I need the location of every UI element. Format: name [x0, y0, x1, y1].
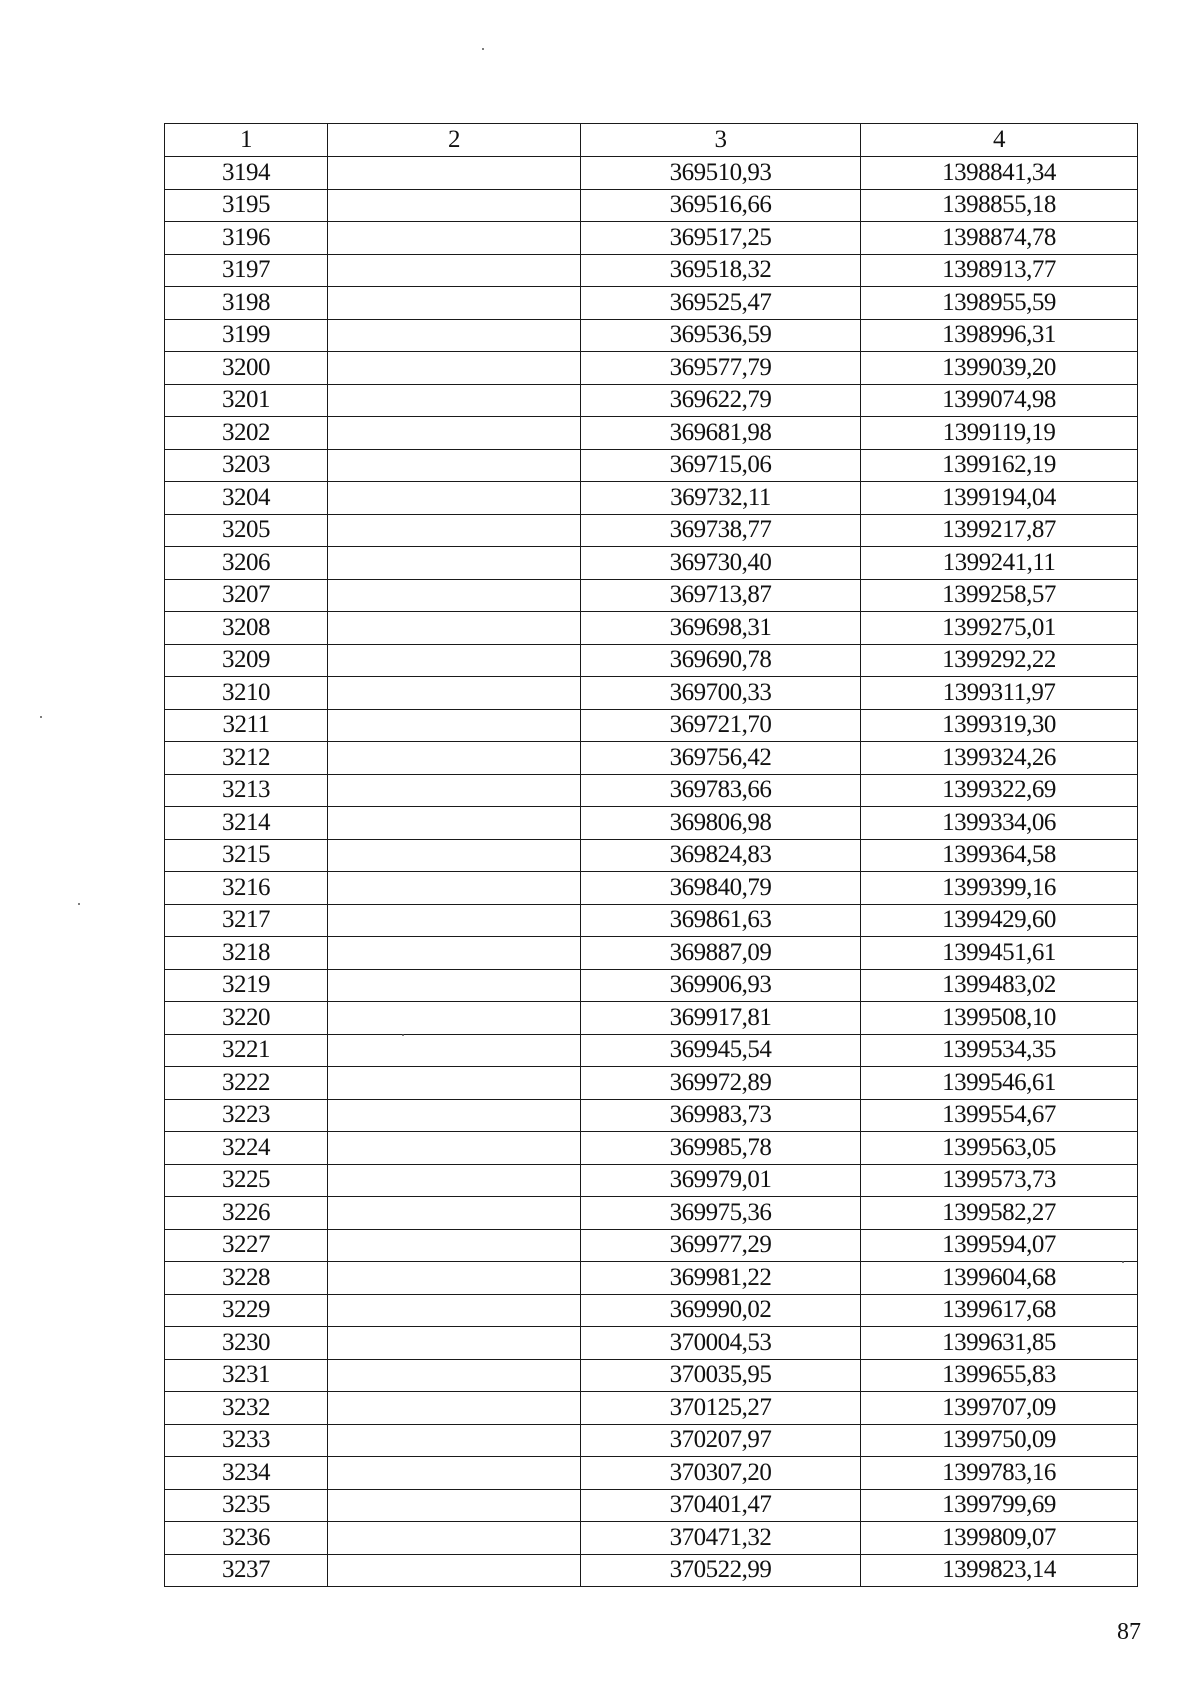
cell-point-number: 3213	[165, 774, 328, 807]
cell-col-2	[328, 417, 581, 450]
table-row	[165, 677, 1138, 710]
table-row	[165, 1294, 1138, 1327]
cell-col-2	[328, 677, 581, 710]
cell-x-coordinate: 369690,78	[581, 644, 861, 677]
cell-y-coordinate: 1399258,57	[861, 579, 1138, 612]
table-row	[165, 384, 1138, 417]
cell-col-2	[328, 352, 581, 385]
cell-y-coordinate: 1398996,31	[861, 319, 1138, 352]
cell-col-2	[328, 514, 581, 547]
table-row	[165, 1229, 1138, 1262]
cell-y-coordinate: 1399604,68	[861, 1262, 1138, 1295]
cell-col-2	[328, 222, 581, 255]
cell-y-coordinate: 1399750,09	[861, 1424, 1138, 1457]
cell-y-coordinate: 1399162,19	[861, 449, 1138, 482]
cell-point-number: 3214	[165, 807, 328, 840]
cell-col-2	[328, 1002, 581, 1035]
table-row	[165, 1424, 1138, 1457]
cell-col-2	[328, 1294, 581, 1327]
cell-y-coordinate: 1399594,07	[861, 1229, 1138, 1262]
cell-x-coordinate: 369700,33	[581, 677, 861, 710]
cell-col-2	[328, 579, 581, 612]
cell-x-coordinate: 369972,89	[581, 1067, 861, 1100]
cell-y-coordinate: 1399546,61	[861, 1067, 1138, 1100]
cell-y-coordinate: 1399554,67	[861, 1099, 1138, 1132]
cell-point-number: 3206	[165, 547, 328, 580]
cell-point-number: 3216	[165, 872, 328, 905]
cell-y-coordinate: 1399292,22	[861, 644, 1138, 677]
cell-x-coordinate: 369806,98	[581, 807, 861, 840]
cell-point-number: 3236	[165, 1522, 328, 1555]
cell-col-2	[328, 807, 581, 840]
cell-col-2	[328, 1164, 581, 1197]
cell-y-coordinate: 1399573,73	[861, 1164, 1138, 1197]
table-row	[165, 904, 1138, 937]
cell-col-2	[328, 644, 581, 677]
cell-point-number: 3230	[165, 1327, 328, 1360]
table-row	[165, 774, 1138, 807]
table-row	[165, 1099, 1138, 1132]
column-header-3: 3	[581, 124, 861, 157]
cell-x-coordinate: 370125,27	[581, 1392, 861, 1425]
cell-col-2	[328, 1489, 581, 1522]
cell-col-2	[328, 904, 581, 937]
column-header-1: 1	[165, 124, 328, 157]
table-row	[165, 1034, 1138, 1067]
cell-col-2	[328, 1359, 581, 1392]
cell-col-2	[328, 1262, 581, 1295]
table-row	[165, 709, 1138, 742]
cell-x-coordinate: 369622,79	[581, 384, 861, 417]
cell-x-coordinate: 369713,87	[581, 579, 861, 612]
cell-y-coordinate: 1399241,11	[861, 547, 1138, 580]
cell-y-coordinate: 1399319,30	[861, 709, 1138, 742]
cell-point-number: 3228	[165, 1262, 328, 1295]
cell-point-number: 3197	[165, 254, 328, 287]
cell-col-2	[328, 1197, 581, 1230]
cell-x-coordinate: 370035,95	[581, 1359, 861, 1392]
cell-y-coordinate: 1399707,09	[861, 1392, 1138, 1425]
table-row	[165, 1132, 1138, 1165]
cell-col-2	[328, 1099, 581, 1132]
cell-col-2	[328, 1132, 581, 1165]
table-row	[165, 1067, 1138, 1100]
cell-y-coordinate: 1399617,68	[861, 1294, 1138, 1327]
cell-point-number: 3229	[165, 1294, 328, 1327]
cell-point-number: 3217	[165, 904, 328, 937]
cell-point-number: 3222	[165, 1067, 328, 1100]
cell-x-coordinate: 369715,06	[581, 449, 861, 482]
cell-point-number: 3235	[165, 1489, 328, 1522]
table-row	[165, 969, 1138, 1002]
cell-point-number: 3204	[165, 482, 328, 515]
cell-col-2	[328, 709, 581, 742]
cell-x-coordinate: 370522,99	[581, 1554, 861, 1587]
cell-point-number: 3211	[165, 709, 328, 742]
cell-col-2	[328, 482, 581, 515]
cell-y-coordinate: 1399451,61	[861, 937, 1138, 970]
cell-y-coordinate: 1399074,98	[861, 384, 1138, 417]
cell-x-coordinate: 369516,66	[581, 189, 861, 222]
page-number: 87	[1117, 1619, 1141, 1645]
cell-x-coordinate: 369861,63	[581, 904, 861, 937]
cell-point-number: 3196	[165, 222, 328, 255]
cell-y-coordinate: 1399364,58	[861, 839, 1138, 872]
table-row	[165, 417, 1138, 450]
table-row	[165, 1522, 1138, 1555]
cell-x-coordinate: 369517,25	[581, 222, 861, 255]
cell-x-coordinate: 369756,42	[581, 742, 861, 775]
table-body	[165, 157, 1138, 1587]
cell-col-2	[328, 969, 581, 1002]
table-row	[165, 612, 1138, 645]
cell-x-coordinate: 369730,40	[581, 547, 861, 580]
table-row	[165, 1327, 1138, 1360]
table-row	[165, 547, 1138, 580]
cell-x-coordinate: 369981,22	[581, 1262, 861, 1295]
cell-point-number: 3223	[165, 1099, 328, 1132]
cell-point-number: 3225	[165, 1164, 328, 1197]
table-row	[165, 644, 1138, 677]
cell-point-number: 3195	[165, 189, 328, 222]
cell-col-2	[328, 384, 581, 417]
cell-point-number: 3208	[165, 612, 328, 645]
cell-point-number: 3215	[165, 839, 328, 872]
cell-x-coordinate: 369840,79	[581, 872, 861, 905]
cell-y-coordinate: 1399119,19	[861, 417, 1138, 450]
table-row	[165, 807, 1138, 840]
cell-point-number: 3220	[165, 1002, 328, 1035]
cell-x-coordinate: 369887,09	[581, 937, 861, 970]
cell-x-coordinate: 369721,70	[581, 709, 861, 742]
cell-point-number: 3200	[165, 352, 328, 385]
cell-col-2	[328, 449, 581, 482]
cell-y-coordinate: 1399322,69	[861, 774, 1138, 807]
cell-x-coordinate: 370207,97	[581, 1424, 861, 1457]
cell-x-coordinate: 369985,78	[581, 1132, 861, 1165]
table-row	[165, 1262, 1138, 1295]
cell-x-coordinate: 369681,98	[581, 417, 861, 450]
cell-x-coordinate: 369977,29	[581, 1229, 861, 1262]
cell-x-coordinate: 369510,93	[581, 157, 861, 190]
cell-point-number: 3194	[165, 157, 328, 190]
cell-x-coordinate: 369945,54	[581, 1034, 861, 1067]
cell-point-number: 3201	[165, 384, 328, 417]
cell-point-number: 3199	[165, 319, 328, 352]
cell-y-coordinate: 1399534,35	[861, 1034, 1138, 1067]
column-header-2: 2	[328, 124, 581, 157]
cell-col-2	[328, 1229, 581, 1262]
cell-point-number: 3218	[165, 937, 328, 970]
cell-point-number: 3232	[165, 1392, 328, 1425]
header-row	[165, 124, 1138, 157]
cell-col-2	[328, 1554, 581, 1587]
table-row	[165, 839, 1138, 872]
cell-x-coordinate: 369824,83	[581, 839, 861, 872]
cell-y-coordinate: 1399311,97	[861, 677, 1138, 710]
cell-y-coordinate: 1398913,77	[861, 254, 1138, 287]
cell-col-2	[328, 189, 581, 222]
cell-point-number: 3209	[165, 644, 328, 677]
cell-col-2	[328, 1424, 581, 1457]
cell-point-number: 3198	[165, 287, 328, 320]
cell-x-coordinate: 369979,01	[581, 1164, 861, 1197]
scan-speck	[402, 1034, 404, 1036]
cell-x-coordinate: 369990,02	[581, 1294, 861, 1327]
cell-col-2	[328, 1067, 581, 1100]
cell-point-number: 3210	[165, 677, 328, 710]
cell-y-coordinate: 1399823,14	[861, 1554, 1138, 1587]
cell-y-coordinate: 1399631,85	[861, 1327, 1138, 1360]
table-row	[165, 1457, 1138, 1490]
cell-point-number: 3233	[165, 1424, 328, 1457]
cell-point-number: 3202	[165, 417, 328, 450]
cell-point-number: 3237	[165, 1554, 328, 1587]
cell-col-2	[328, 319, 581, 352]
table-row	[165, 514, 1138, 547]
cell-point-number: 3205	[165, 514, 328, 547]
table-row	[165, 482, 1138, 515]
cell-y-coordinate: 1399429,60	[861, 904, 1138, 937]
cell-x-coordinate: 369738,77	[581, 514, 861, 547]
table-row	[165, 1164, 1138, 1197]
cell-x-coordinate: 369577,79	[581, 352, 861, 385]
cell-x-coordinate: 370004,53	[581, 1327, 861, 1360]
cell-y-coordinate: 1399324,26	[861, 742, 1138, 775]
scan-speck	[482, 48, 484, 50]
cell-y-coordinate: 1399275,01	[861, 612, 1138, 645]
cell-col-2	[328, 287, 581, 320]
cell-x-coordinate: 369536,59	[581, 319, 861, 352]
cell-col-2	[328, 1034, 581, 1067]
cell-y-coordinate: 1399582,27	[861, 1197, 1138, 1230]
cell-x-coordinate: 369732,11	[581, 482, 861, 515]
cell-x-coordinate: 369518,32	[581, 254, 861, 287]
table-row	[165, 872, 1138, 905]
cell-col-2	[328, 254, 581, 287]
cell-col-2	[328, 612, 581, 645]
cell-col-2	[328, 1392, 581, 1425]
cell-y-coordinate: 1399655,83	[861, 1359, 1138, 1392]
cell-point-number: 3212	[165, 742, 328, 775]
column-header-4: 4	[861, 124, 1138, 157]
scan-speck	[78, 903, 80, 905]
cell-col-2	[328, 1327, 581, 1360]
table-row	[165, 189, 1138, 222]
table-row	[165, 742, 1138, 775]
cell-col-2	[328, 937, 581, 970]
scan-speck	[40, 716, 42, 718]
table-header	[165, 124, 1138, 157]
cell-y-coordinate: 1399399,16	[861, 872, 1138, 905]
table-row	[165, 937, 1138, 970]
cell-point-number: 3226	[165, 1197, 328, 1230]
scan-speck	[1122, 1261, 1124, 1263]
cell-y-coordinate: 1399194,04	[861, 482, 1138, 515]
table-row	[165, 254, 1138, 287]
cell-y-coordinate: 1399799,69	[861, 1489, 1138, 1522]
cell-y-coordinate: 1399809,07	[861, 1522, 1138, 1555]
cell-point-number: 3231	[165, 1359, 328, 1392]
cell-y-coordinate: 1399563,05	[861, 1132, 1138, 1165]
table-row	[165, 352, 1138, 385]
cell-x-coordinate: 369906,93	[581, 969, 861, 1002]
cell-x-coordinate: 369525,47	[581, 287, 861, 320]
cell-col-2	[328, 157, 581, 190]
cell-y-coordinate: 1399783,16	[861, 1457, 1138, 1490]
cell-point-number: 3227	[165, 1229, 328, 1262]
table-row	[165, 1002, 1138, 1035]
table-row	[165, 1489, 1138, 1522]
cell-x-coordinate: 369917,81	[581, 1002, 861, 1035]
cell-x-coordinate: 370307,20	[581, 1457, 861, 1490]
cell-x-coordinate: 369698,31	[581, 612, 861, 645]
cell-x-coordinate: 370471,32	[581, 1522, 861, 1555]
table-row	[165, 1554, 1138, 1587]
table-row	[165, 1392, 1138, 1425]
cell-point-number: 3234	[165, 1457, 328, 1490]
cell-col-2	[328, 547, 581, 580]
cell-point-number: 3207	[165, 579, 328, 612]
cell-point-number: 3224	[165, 1132, 328, 1165]
cell-x-coordinate: 370401,47	[581, 1489, 861, 1522]
cell-x-coordinate: 369783,66	[581, 774, 861, 807]
cell-point-number: 3219	[165, 969, 328, 1002]
cell-col-2	[328, 742, 581, 775]
coordinates-table	[164, 123, 1138, 1587]
table-row	[165, 287, 1138, 320]
cell-y-coordinate: 1398874,78	[861, 222, 1138, 255]
cell-y-coordinate: 1399483,02	[861, 969, 1138, 1002]
table-row	[165, 1197, 1138, 1230]
cell-y-coordinate: 1399508,10	[861, 1002, 1138, 1035]
cell-col-2	[328, 1522, 581, 1555]
table-row	[165, 449, 1138, 482]
cell-col-2	[328, 839, 581, 872]
table-row	[165, 222, 1138, 255]
cell-y-coordinate: 1398955,59	[861, 287, 1138, 320]
cell-point-number: 3221	[165, 1034, 328, 1067]
table-row	[165, 319, 1138, 352]
cell-y-coordinate: 1398841,34	[861, 157, 1138, 190]
cell-col-2	[328, 872, 581, 905]
cell-point-number: 3203	[165, 449, 328, 482]
cell-y-coordinate: 1398855,18	[861, 189, 1138, 222]
cell-y-coordinate: 1399334,06	[861, 807, 1138, 840]
cell-x-coordinate: 369983,73	[581, 1099, 861, 1132]
table-row	[165, 1359, 1138, 1392]
cell-y-coordinate: 1399039,20	[861, 352, 1138, 385]
cell-col-2	[328, 1457, 581, 1490]
table-row	[165, 157, 1138, 190]
cell-col-2	[328, 774, 581, 807]
cell-x-coordinate: 369975,36	[581, 1197, 861, 1230]
cell-y-coordinate: 1399217,87	[861, 514, 1138, 547]
table-row	[165, 579, 1138, 612]
